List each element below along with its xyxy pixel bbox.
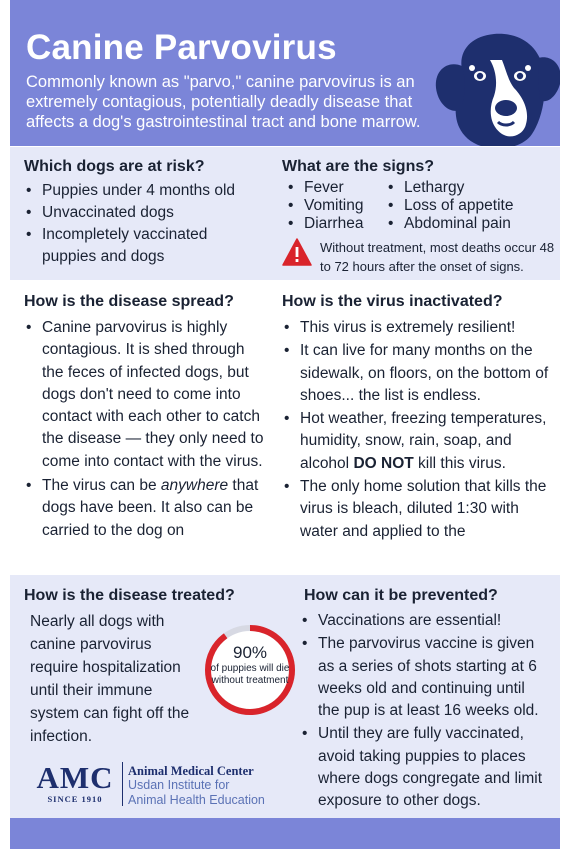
list-item: • Vaccinations are essential! [300, 610, 550, 632]
list-item: • Vomiting [286, 197, 386, 215]
list-item: • Loss of appetite [386, 197, 556, 215]
signs-title: What are the signs? [282, 158, 435, 175]
inactivated-title: How is the virus inactivated? [282, 293, 503, 310]
prevented-title: How can it be prevented? [304, 587, 498, 604]
amc-since: SINCE 1910 [47, 794, 103, 804]
list-item [24, 475, 268, 542]
institute-name: Usdan Institute for Animal Health Education [128, 778, 265, 807]
list-item: • The only home solution that kills the virus is bleach, diluted 1:30 with water and applied to the [282, 476, 550, 543]
list-item: • The parvovirus vaccine is given as a series of shots starting at 6 weeks old and continuing until the pup is at least 16 weeks old. [300, 633, 550, 722]
stat-label: of puppies will die without treatment [210, 663, 290, 686]
inactivated-text-a: Hot weather, freezing temperatures, humidity, snow, rain, soap, and alcohol [300, 410, 547, 472]
list-item [282, 408, 550, 475]
inactivated-text-bold: DO NOT [353, 454, 414, 472]
list-item: • Unvaccinated dogs [24, 202, 254, 224]
footer-bar [10, 818, 560, 849]
list-item: • Fever [286, 179, 386, 197]
donut-label [202, 643, 298, 687]
amc-org [128, 764, 268, 808]
treatment-warning [282, 238, 560, 276]
org-name: Animal Medical Center [128, 764, 254, 778]
list-item: • Abdominal pain [386, 215, 556, 233]
dog-illustration-icon [432, 30, 560, 146]
at-risk-list [24, 180, 254, 268]
stat-value: 90% [232, 643, 268, 662]
list-item: • This virus is extremely resilient! [282, 317, 550, 339]
amc-letters: AMC [36, 760, 114, 795]
amc-logo [30, 762, 120, 804]
spread-text-emphasis: anywhere [160, 477, 229, 495]
warning-triangle-icon [282, 238, 312, 266]
treated-title: How is the disease treated? [24, 587, 235, 604]
inactivated-list [282, 317, 550, 543]
list-item: • Lethargy [386, 179, 556, 197]
list-item: • Until they are fully vaccinated, avoid taking puppies to places where dogs congregate and limit exposure to other dogs. [300, 723, 550, 812]
spread-list [24, 317, 268, 542]
spread-text-b: that dogs have been. It also can be carried to the dog on [42, 477, 259, 539]
list-item: • Puppies under 4 months old [24, 180, 254, 202]
signs-list-col2 [386, 179, 556, 233]
treated-text: Nearly all dogs with canine parvovirus require hospitalization until their immune system can fight off the infection. [30, 613, 190, 745]
at-risk-title: Which dogs are at risk? [24, 158, 205, 175]
spread-title: How is the disease spread? [24, 293, 234, 310]
list-item: • It can live for many months on the sidewalk, on floors, on the bottom of shoes... the list is endless. [282, 340, 550, 407]
list-item: • Canine parvovirus is highly contagious. It is shed through the feces of infected dogs, but dogs don't need to come into contact with each other to catch the disease — they only need to come into contact with the virus. [24, 317, 268, 473]
signs-list-col1 [286, 179, 386, 233]
list-item: • Incompletely vaccinated puppies and dogs [24, 224, 254, 268]
inactivated-text-b: kill this virus. [413, 454, 506, 472]
prevented-list [300, 610, 550, 813]
list-item: • Diarrhea [286, 215, 386, 233]
page-title: Canine Parvovirus [26, 28, 337, 67]
header-banner [10, 0, 560, 146]
logo-divider [122, 762, 123, 806]
spread-text-a: The virus can be [42, 477, 161, 495]
warning-text: Without treatment, most deaths occur 48 to 72 hours after the onset of signs. [320, 240, 555, 274]
intro-text: Commonly known as "parvo," canine parvovirus is an extremely contagious, potentially deadly disease that affects a dog's gastrointestinal tract and bone marrow. [26, 73, 421, 131]
